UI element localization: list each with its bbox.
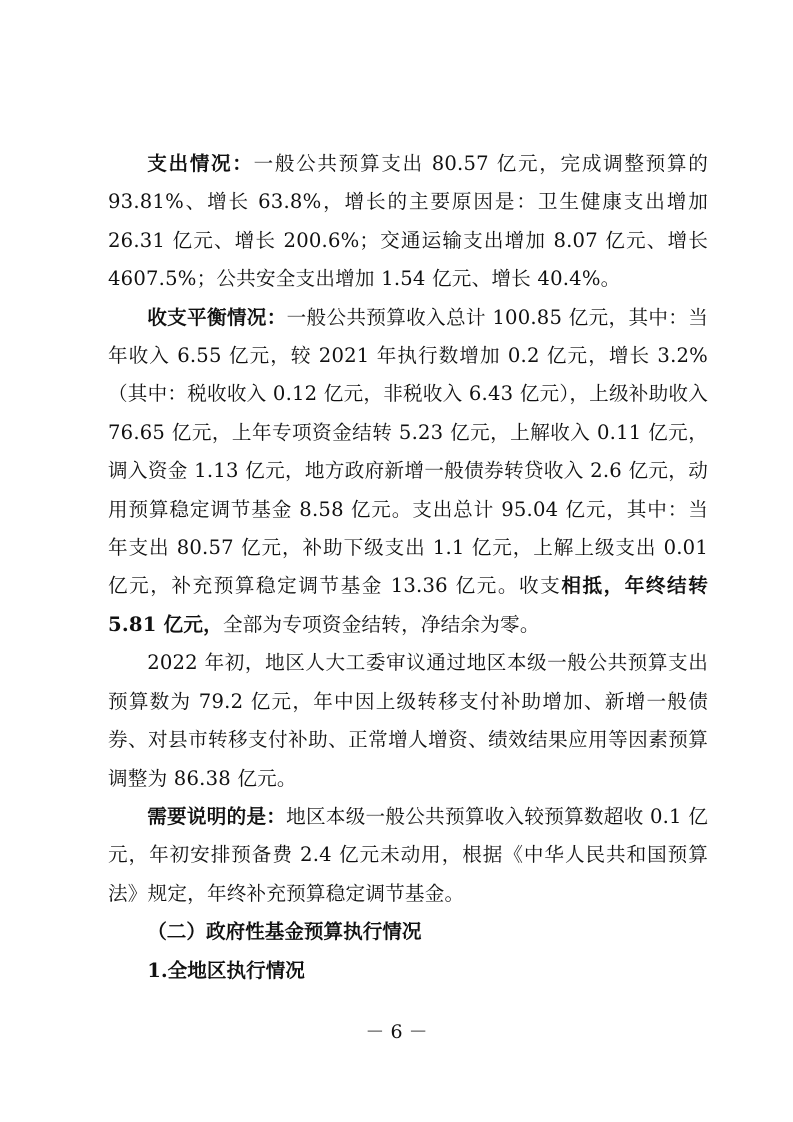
paragraph-text: 一般公共预算收入总计 100.85 亿元，其中：当年收入 6.55 亿元，较 2021 年执行数增加 0.2 亿元，增长 3.2%（其中：税收收入 0.12 亿元，非税收入 6.43 亿元），上级补助收入 76.65 亿元，上年专项资金结转 5.23 亿元，上解收入 0.11 亿元，调入资金 1.13 亿元，地方政府新增一般债券转贷收入 2.6 亿元，动用预算稳定调节基金 8.58 亿元。支出总计 95.04 亿元，其中：当年支出 80.57 亿元，补助下级支出 1.1 亿元，上解上级支出 0.01 亿元，补充预算稳定调节基金 13.36 亿元。收支 xyxy=(108,305,708,598)
paragraph-text: 一般公共预算支出 80.57 亿元，完成调整预算的 93.81%、增长 63.8%，增长的主要原因是：卫生健康支出增加 26.31 亿元、增长 200.6%；交通运输支出增加 8.07 亿元、增长 4607.5%；公共安全支出增加 1.54 亿元、增长 40.4%。 xyxy=(108,152,708,291)
paragraph-note xyxy=(108,798,708,913)
paragraph-expenditure xyxy=(108,145,708,299)
section-heading: （二）政府性基金预算执行情况 xyxy=(147,920,422,944)
paragraph-text: 2022 年初，地区人大工委审议通过地区本级一般公共预算支出预算数为 79.2 亿元，年中因上级转移支付补助增加、新增一般债券、对县市转移支付补助、正常增人增资、绩效结果应用等因素预算调整为 86.38 亿元。 xyxy=(108,651,708,790)
paragraph-label: 需要说明的是： xyxy=(147,804,287,828)
paragraph-label: 收支平衡情况： xyxy=(147,305,287,329)
page-number: － 6 － xyxy=(365,1021,428,1043)
paragraph-text-tail: 全部为专项资金结转，净结余为零。 xyxy=(222,612,540,636)
paragraph-balance xyxy=(108,299,708,645)
paragraph-budget-adjustment xyxy=(108,644,708,798)
paragraph-label: 支出情况： xyxy=(147,152,254,175)
document-body xyxy=(108,145,708,990)
paragraph-text: 地区本级一般公共预算收入较预算数超收 0.1 亿元，年初安排预备费 2.4 亿元未动用，根据《中华人民共和国预算法》规定，年终补充预算稳定调节基金。 xyxy=(108,804,708,905)
subsection-heading: 1.全地区执行情况 xyxy=(147,958,305,982)
paragraph-bold-text: 相抵，年终结转 5.81 亿元， xyxy=(108,574,708,636)
